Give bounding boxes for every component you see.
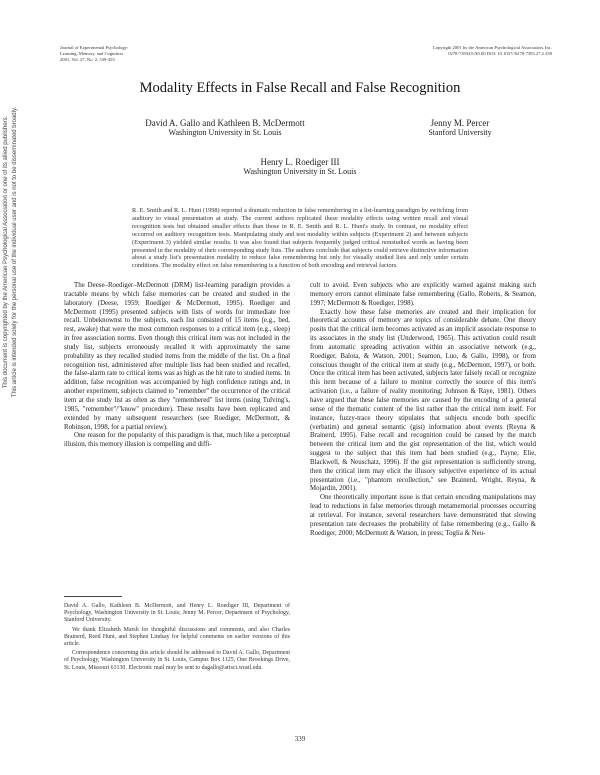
side-notice-line: This document is copyrighted by the American Psychological Association or one of its allied publishers. <box>3 115 9 389</box>
author-name: Henry L. Roediger III <box>260 157 340 167</box>
author-block-3 <box>170 157 430 177</box>
footnote-affiliations: David A. Gallo, Kathleen B. McDermott, and Henry L. Roediger III, Department of Psychology, Washington University in St. Louis; Jenny M. Percer, Department of Psychology, Stanford University. <box>64 603 290 624</box>
body-paragraph: One reason for the popularity of this paradigm is that, much like a perceptual illusion, this memory illusion is compelling and diffi- <box>64 432 290 449</box>
body-column-right <box>310 282 536 538</box>
doi-line: 0278-7393/01/$5.00 DOI: 10.1037//0278-7393.27.2.339 <box>448 51 552 56</box>
article-title: Modality Effects in False Recall and False Recognition <box>139 80 461 96</box>
journal-name: Journal of Experimental Psychology: <box>60 45 129 50</box>
abstract: R. E. Smith and R. L. Hunt (1998) reported a dramatic reduction in false remembering in a list-learning paradigm by switching from auditory to visual presentation at study. The current authors replicated these modality effects using written recall and visual recognition tests but obtained smaller effects than those in R. E. Smith and R. L. Hunt's study. In contrast, no modality effect occurred on auditory recognition tests. Manipulating study and test modality within subjects (Experiment 2) and between subjects (Experiment 3) yielded similar results. It was also found that subjects frequently judged critical nonstudied words as having been presented in the modality of their corresponding study lists. The authors conclude that subjects could retrieve distinctive information about a study list's presentation modality to reduce false remembering but only for visually studied lists and only under certain conditions. The modality effect on false remembering is a function of both encoding and retrieval factors. <box>132 207 468 270</box>
copyright-side-notice <box>2 42 28 462</box>
side-notice-line: This article is intended solely for the personal use of the individual user and is not to be disseminated broadly. <box>12 106 18 398</box>
author-affiliation: Stanford University <box>428 128 492 137</box>
footnote-correspondence: Correspondence concerning this article should be addressed to David A. Gallo, Department of Psychology, Washington University in St. Louis, Campus Box 1125, One Brookings Drive, St. Louis, Missouri 63130. Electronic mail may be sent to dagallo@artsci.wustl.edu. <box>64 650 290 671</box>
author-affiliation: Washington University in St. Louis <box>243 167 357 176</box>
body-paragraph: The Deese–Roediger–McDermott (DRM) list-learning paradigm provides a tractable means by which false memories can be created and studied in the laboratory (Deese, 1959; Roediger & McDermott, 1995). Roediger and McDermott (1995) presented subjects with lists of words for immediate free recall. Unbeknownst to the subjects, each list consisted of 15 items (e.g., bed, rest, awake) that were the most common responses to a critical item (e.g., sleep) in free association norms. Even though this critical item was not included in the study list, subjects erroneously recalled it with approximately the same probability as they recalled studied items from the middle of the list. On a final recognition test, administered after multiple lists had been studied and recalled, the false-alarm rate to critical items was as high as the hit rate to studied items. In addition, false recognition was accompanied by high confidence ratings and, in another experiment, subjects claimed to "remember" the occurrence of the critical item at the study list as often as they "remembered" list items (using Tulving's, 1985, "remember"/"know" procedure). These results have been replicated and extended by many subsequent researchers (see Roediger, McDermott, & Robinson, 1998, for a partial review). <box>64 282 290 431</box>
footnote-divider <box>64 596 122 597</box>
author-name: Jenny M. Percer <box>430 118 490 128</box>
body-paragraph: Exactly how these false memories are created and their implication for theoretical accounts of memory are topics of considerable debate. One theory posits that the critical item becomes activated as an implicit associate response to its associates in the study list (Underwood, 1965). This activation could result from automatic spreading activation within an associative network (e.g., Roediger, Balota, & Watson, 2001; Seamon, Luo, & Gallo, 1998), or from conscious thought of the critical item at study (e.g., McDermott, 1997), or both. Once the critical item has been activated, subjects later falsely recall or recognize this item because of a failure to monitor correctly the source of this item's activation (i.e., a failure of reality monitoring; Johnson & Raye, 1981). Others have argued that these false memories are caused by the encoding of a general sense of the thematic content of the list rather than the critical item itself. For instance, fuzzy-trace theory stipulates that subjects encode both specific (verbatim) and general semantic (gist) information about events (Reyna & Brainerd, 1995). False recall and recognition could be caused by the match between the critical item and the gist representation of the list, which would suggest to the subject that this item had been studied (e.g., Payne, Elie, Blackwell, & Neuschatz, 1996). If the gist representation is sufficiently strong, then the critical item may elicit the illusory subjective experience of its actual presentation (i.e., "phantom recollection," see Brainerd, Wright, Reyna, & Mojardin, 2001). <box>310 308 536 493</box>
author-block-2 <box>400 118 520 138</box>
body-column-left <box>64 282 290 450</box>
author-name: David A. Gallo and Kathleen B. McDermott <box>145 118 305 128</box>
author-notes <box>64 603 290 674</box>
footnote-acknowledgments: We thank Elizabeth Marsh for thoughtful discussions and comments, and also Charles Brainerd, Reed Hunt, and Stephen Lindsay for helpful comments on earlier versions of this article. <box>64 626 290 648</box>
author-affiliation: Washington University in St. Louis <box>168 128 282 137</box>
copyright-line: Copyright 2001 by the American Psychological Association, Inc. <box>432 45 552 50</box>
body-paragraph: cult to avoid. Even subjects who are explicitly warned against making such memory errors cannot eliminate false remembering (Gallo, Roberts, & Seamon, 1997; McDermott & Roediger, 1998). <box>310 282 536 307</box>
journal-volume: 2001, Vol. 27, No. 2, 339-353 <box>60 57 115 62</box>
journal-subtitle: Learning, Memory, and Cognition <box>60 51 123 56</box>
copyright-notice <box>372 45 552 57</box>
page-number: 339 <box>294 735 306 743</box>
body-paragraph: One theoretically important issue is that certain encoding manipulations may lead to reductions in false memories through metamemorial processes occurring at retrieval. For instance, several researchers have demonstrated that slowing presentation rate decreases the probability of false remembering (e.g., Gallo & Roediger, 2000; McDermott & Watson, in press; Toglia & Neu- <box>310 494 536 537</box>
author-block-1 <box>95 118 355 138</box>
journal-citation <box>60 45 280 63</box>
